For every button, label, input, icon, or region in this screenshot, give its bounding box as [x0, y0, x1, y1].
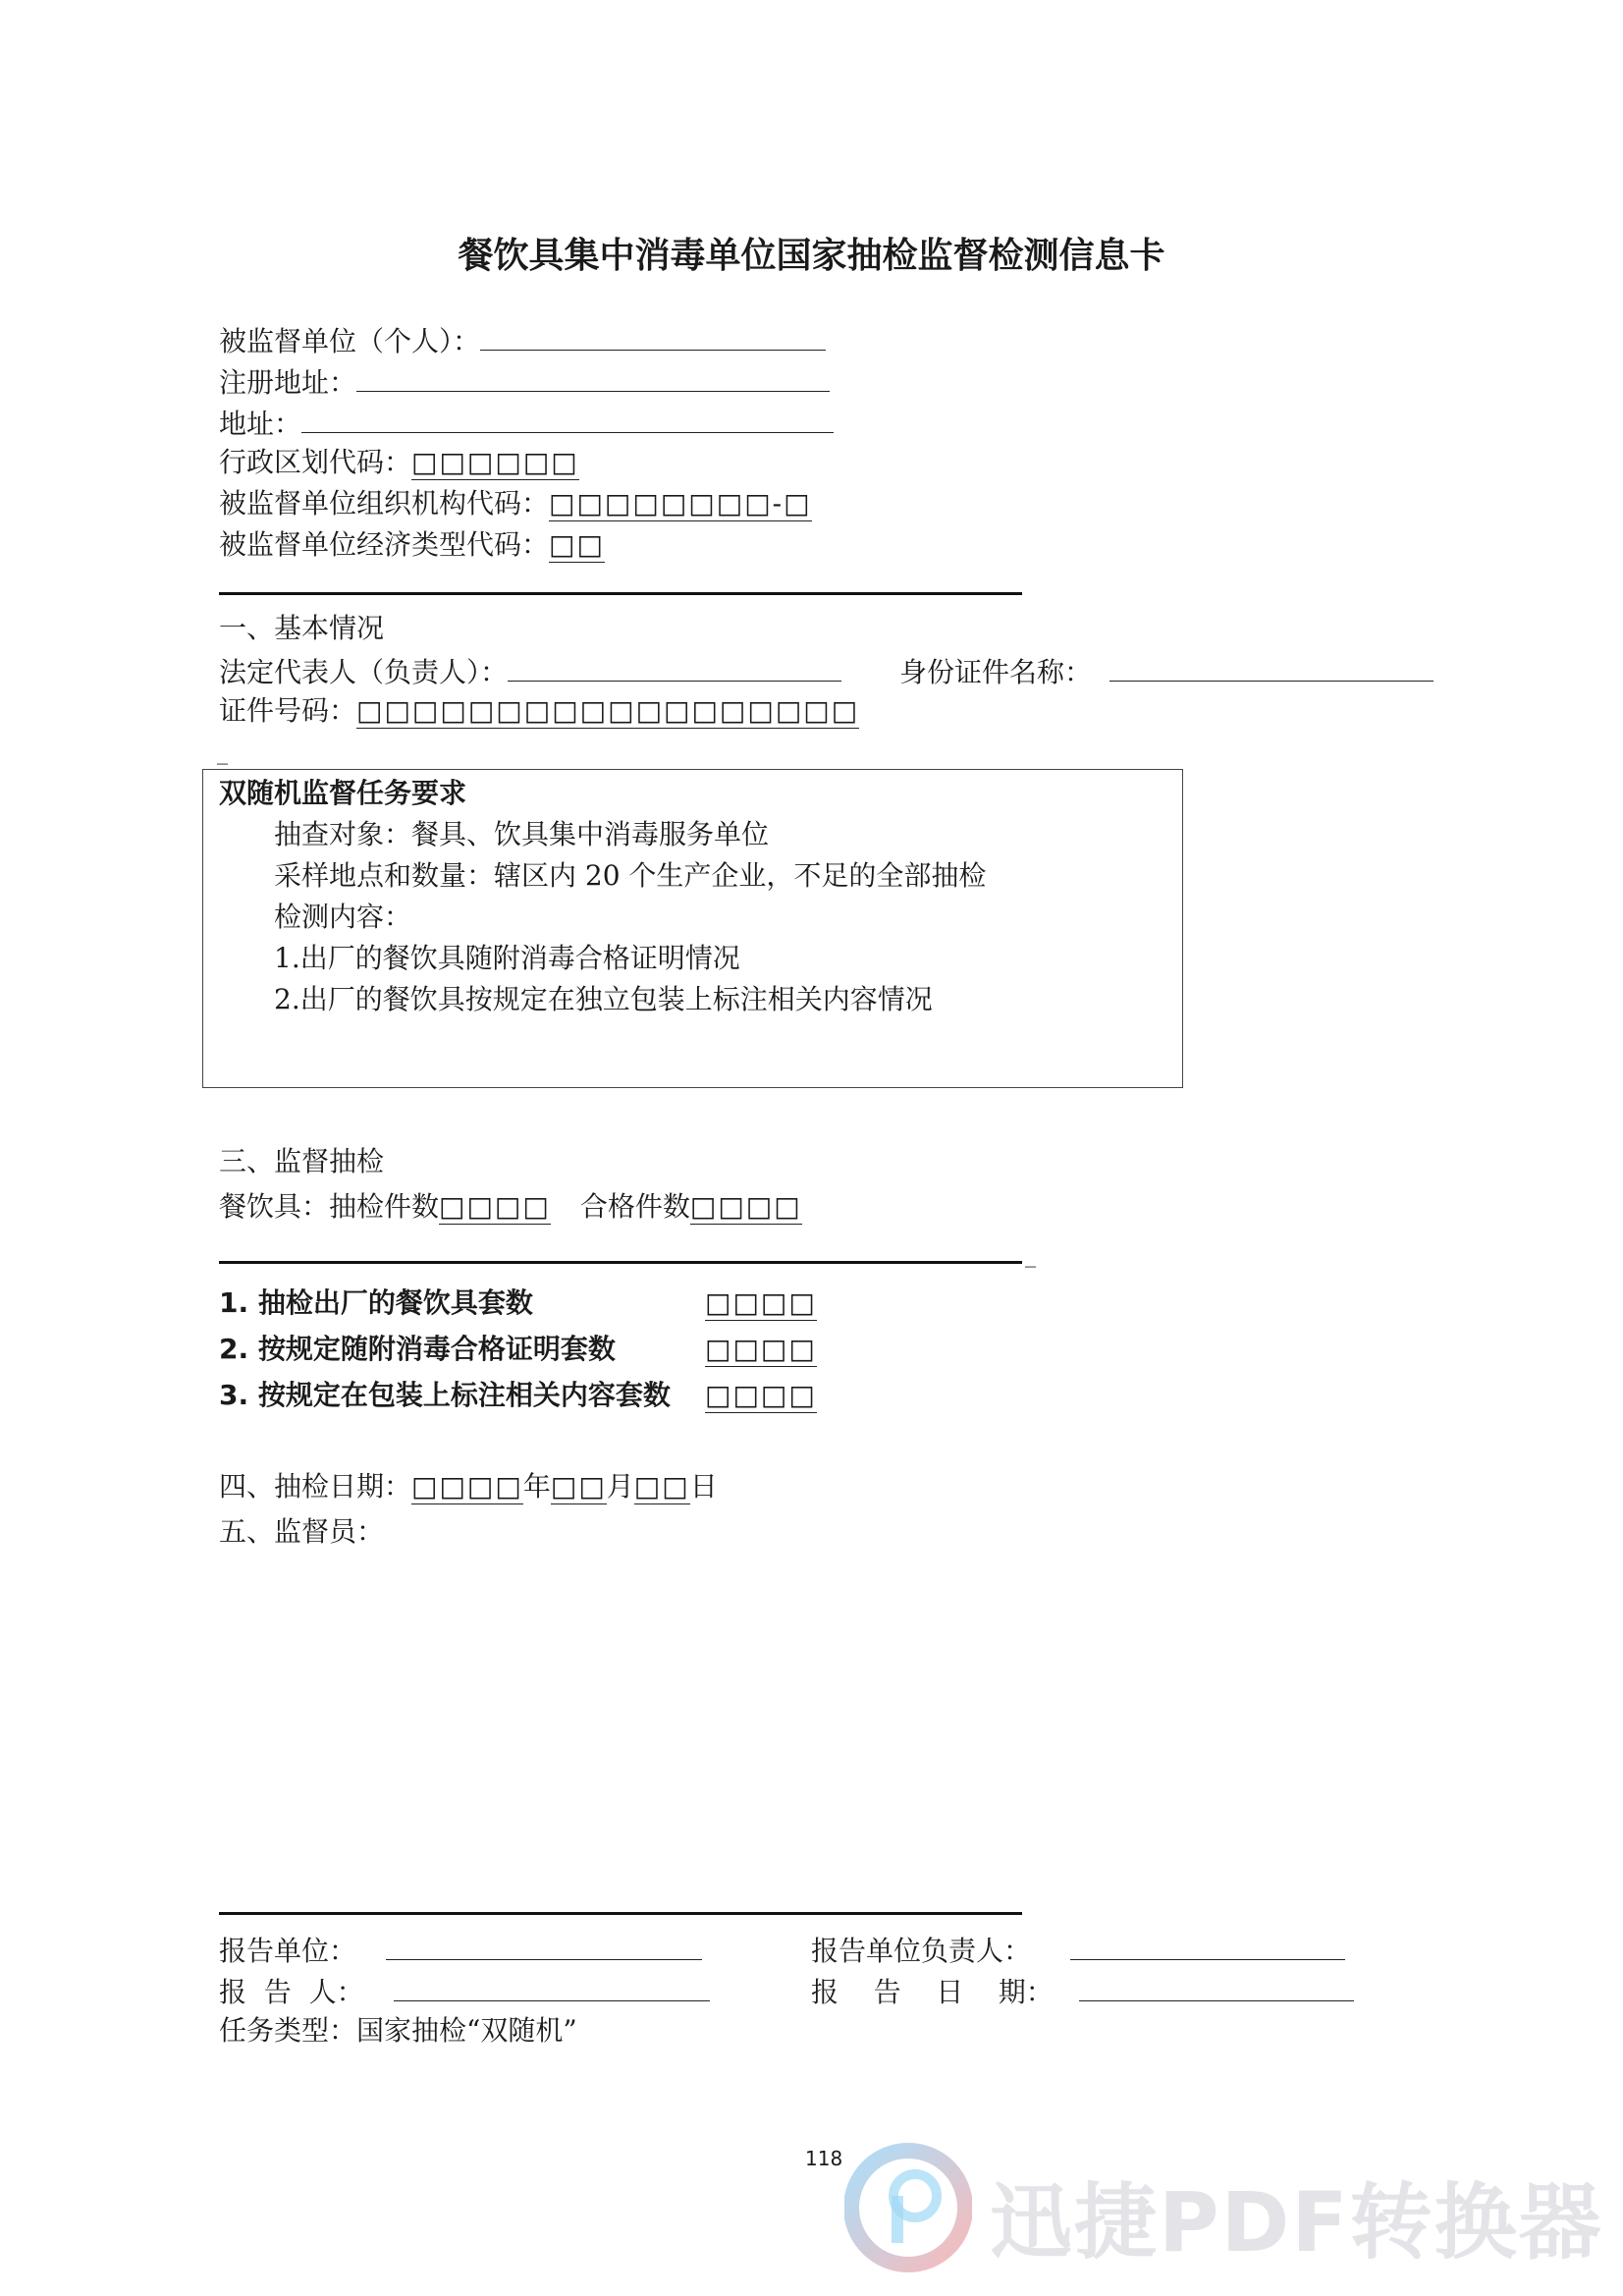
id-name-blank[interactable] [1109, 653, 1434, 682]
supervised-unit-row [219, 322, 826, 358]
id-no-boxes[interactable]: □□□□□□□□□□□□□□□□□□ [356, 694, 860, 727]
region-code-boxes[interactable]: □□□□□□ [411, 446, 579, 478]
section-divider [219, 592, 1022, 595]
date-label: 四、抽检日期： [219, 1470, 412, 1503]
date-row [219, 1470, 718, 1504]
item-3-label: 3. 按规定在包装上标注相关内容套数 [219, 1379, 671, 1411]
id-name-label: 身份证件名称： [899, 656, 1093, 688]
econ-type-label: 被监督单位经济类型代码： [219, 528, 550, 561]
inspection-divider [219, 1261, 1022, 1264]
item-2-label: 2. 按规定随附消毒合格证明套数 [219, 1333, 616, 1365]
task-line-2: 采样地点和数量：辖区内 20 个生产企业，不足的全部抽检 [274, 859, 987, 892]
task-line-5: 2.出厂的餐饮具按规定在独立包装上标注相关内容情况 [274, 983, 933, 1015]
legal-rep-label: 法定代表人（负责人）： [219, 656, 509, 688]
pass-count-label: 合格件数 [579, 1190, 690, 1223]
econ-type-row [219, 528, 605, 563]
address-label: 地址： [219, 408, 302, 440]
page-title: 餐饮具集中消毒单位国家抽检监督检测信息卡 [458, 236, 1165, 276]
inspection-heading: 三、监督抽检 [219, 1145, 385, 1177]
task-line-4: 1.出厂的餐饮具随附消毒合格证明情况 [274, 942, 740, 974]
inspection-count-row [219, 1190, 802, 1225]
org-code-label: 被监督单位组织机构代码： [219, 487, 550, 519]
report-unit-head-row [811, 1932, 1345, 1968]
id-name-row [899, 653, 1434, 689]
org-code-row [219, 487, 812, 521]
legal-rep-blank[interactable] [508, 653, 841, 682]
day-boxes[interactable]: □□ [633, 1470, 690, 1503]
region-code-label: 行政区划代码： [219, 446, 412, 478]
reporter-blank[interactable] [394, 1973, 710, 2001]
basic-heading: 一、基本情况 [219, 612, 385, 644]
report-unit-head-label: 报告单位负责人： [811, 1935, 1032, 1967]
item-2-boxes-value[interactable]: □□□□ [705, 1333, 817, 1365]
reporter-label: 报 告 人： [219, 1976, 364, 2008]
reg-address-label: 注册地址： [219, 366, 357, 399]
inspection-count-label: 餐饮具：抽检件数 [219, 1190, 440, 1223]
task-type: 任务类型：国家抽检“双随机” [219, 2014, 577, 2047]
item-2-boxes[interactable] [705, 1333, 817, 1367]
month-boxes[interactable]: □□ [550, 1470, 607, 1503]
task-heading: 双随机监督任务要求 [219, 777, 467, 809]
watermark-text: 迅捷PDF转换器 [990, 2174, 1603, 2270]
report-unit-head-blank[interactable] [1070, 1932, 1345, 1960]
supervised-unit-blank[interactable] [480, 322, 826, 351]
item-1-label: 1. 抽检出厂的餐饮具套数 [219, 1286, 533, 1319]
year-suffix: 年 [522, 1470, 551, 1503]
supervised-unit-label: 被监督单位（个人）： [219, 325, 481, 357]
report-unit-row [219, 1932, 702, 1968]
item-3-boxes-value[interactable]: □□□□ [705, 1379, 817, 1411]
address-row [219, 405, 834, 441]
org-code-boxes[interactable]: □□□□□□□□-□ [549, 487, 812, 519]
report-unit-blank[interactable] [386, 1932, 702, 1960]
item-1-boxes-value[interactable]: □□□□ [705, 1286, 817, 1319]
reg-address-blank[interactable] [356, 363, 830, 392]
inspection-count-boxes[interactable]: □□□□ [439, 1190, 551, 1223]
report-date-row [811, 1973, 1354, 2009]
xunjie-pdf-logo-icon [844, 2141, 972, 2274]
year-boxes[interactable]: □□□□ [411, 1470, 523, 1503]
region-code-row [219, 446, 579, 480]
report-date-label: 报 告 日 期： [811, 1976, 1054, 2008]
task-line-1: 抽查对象：餐具、饮具集中消毒服务单位 [274, 818, 770, 850]
id-no-row [219, 694, 859, 729]
dash-mark: _ [217, 740, 228, 765]
task-line-3: 检测内容： [274, 901, 412, 933]
id-no-label: 证件号码： [219, 694, 357, 727]
dash-mark-2: _ [1025, 1243, 1036, 1268]
day-suffix: 日 [689, 1470, 718, 1503]
legal-rep-row [219, 653, 841, 689]
footer-divider [219, 1912, 1022, 1915]
item-1-boxes[interactable] [705, 1286, 817, 1321]
econ-type-boxes[interactable]: □□ [549, 528, 605, 561]
month-suffix: 月 [606, 1470, 634, 1503]
item-3-boxes[interactable] [705, 1379, 817, 1413]
inspector-label: 五、监督员： [219, 1515, 385, 1548]
reporter-row [219, 1973, 710, 2009]
page-number: 118 [805, 2147, 843, 2170]
pass-count-boxes[interactable]: □□□□ [689, 1190, 802, 1223]
report-date-blank[interactable] [1079, 1973, 1354, 2001]
address-blank[interactable] [301, 405, 834, 433]
reg-address-row [219, 363, 830, 400]
report-unit-label: 报告单位： [219, 1935, 357, 1967]
